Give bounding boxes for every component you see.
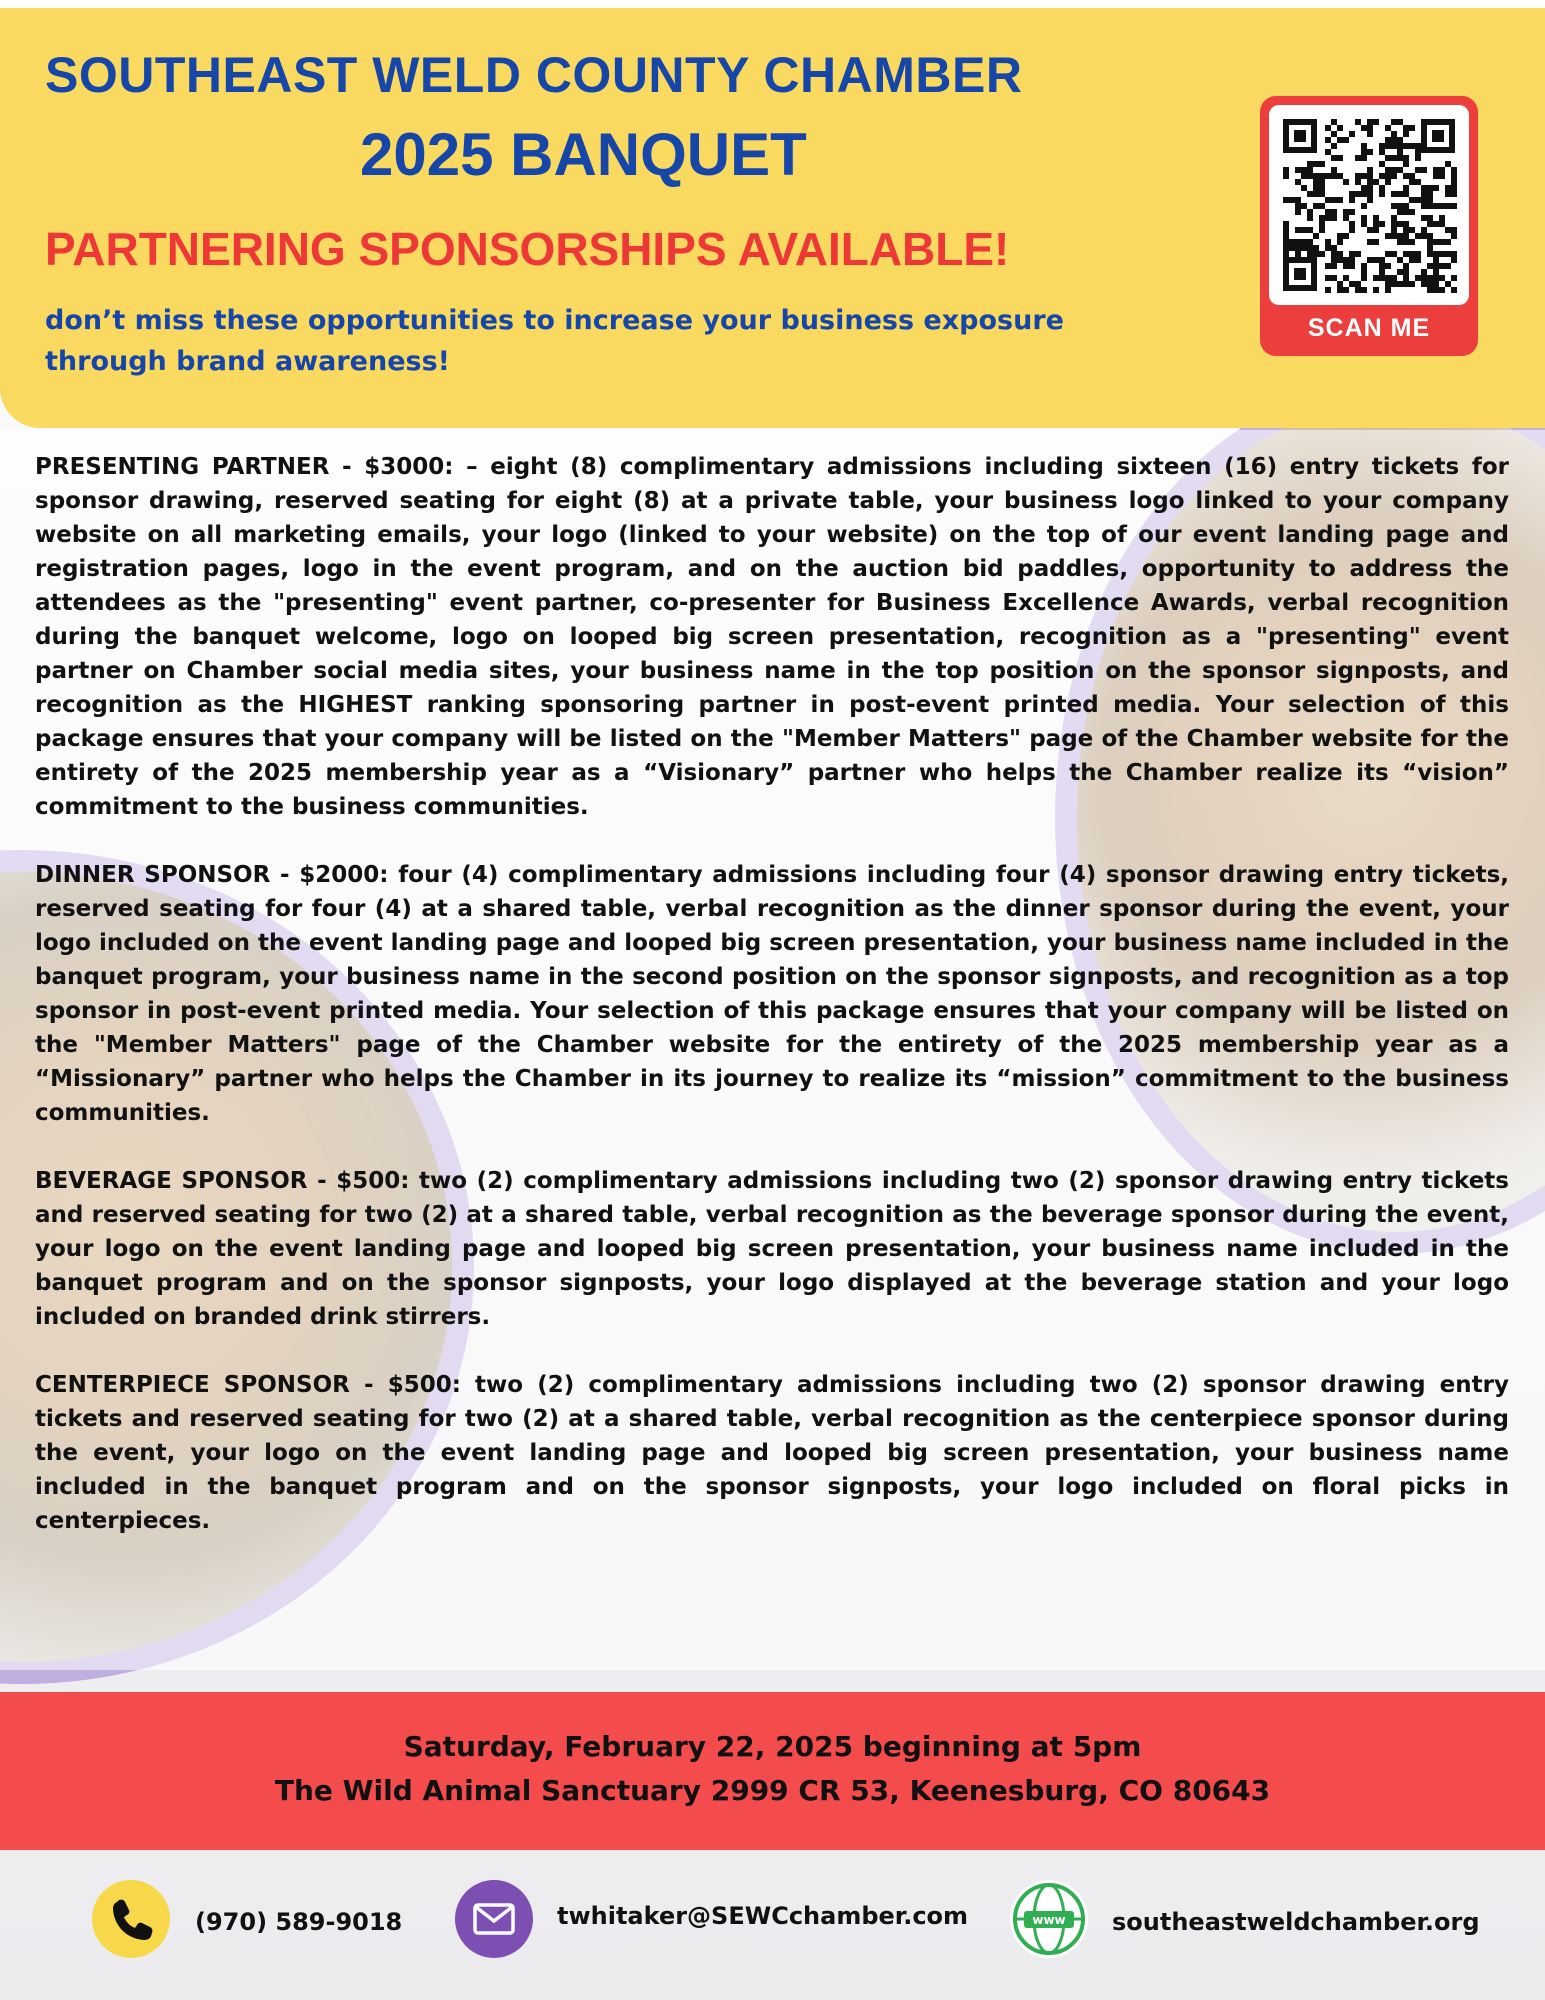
email-icon[interactable] xyxy=(455,1880,533,1958)
www-badge: www xyxy=(1032,1913,1066,1927)
phone-number[interactable]: (970) 589-9018 xyxy=(195,1908,403,1936)
sponsorship-presenting-partner xyxy=(35,450,1509,824)
event-date: Saturday, February 22, 2025 beginning at 5pm xyxy=(403,1730,1142,1763)
scan-me-label: SCAN ME xyxy=(1307,314,1431,342)
tagline: don’t miss these opportunities to increase your business exposure through brand awareness! xyxy=(45,305,1064,377)
phone-icon[interactable] xyxy=(92,1880,170,1958)
sponsorship-description: $2000: four (4) complimentary admissions including four (4) sponsor drawing entry tickets, reserved seating for four (4) at a shared table, verbal recognition as the dinner sponsor during the event, your logo included on the event landing page and looped big screen presentation, your business name included in the banquet program, your business name in the second position on the sponsor signposts, and recognition as a top sponsor in post-event printed media. Your selection of this package ensures that your company will be listed on the "Member Matters" page of the Chamber website for the entirety of the 2025 membership year as a “Missionary” partner who helps the Chamber in its journey to realize its “mission” commitment to the business communities. xyxy=(35,862,1509,1126)
chamber-title: SOUTHEAST WELD COUNTY CHAMBER xyxy=(45,47,1023,103)
sponsorship-description: $3000: – eight (8) complimentary admissions including sixteen (16) entry tickets for sponsor drawing, reserved seating for eight (8) at a private table, your business logo linked to your company website on all marketing emails, your logo (linked to your website) on the top of our event landing page and registration pages, logo in the event program, and on the auction bid paddles, opportunity to address the attendees as the "presenting" event partner, co-presenter for Business Excellence Awards, verbal recognition during the banquet welcome, logo on looped big screen presentation, recognition as a "presenting" event partner on Chamber social media sites, your business name in the top position on the sponsor signposts, and recognition as the HIGHEST ranking sponsoring partner in post-event printed media. Your selection of this package ensures that your company will be listed on the "Member Matters" page of the Chamber website for the entirety of the 2025 membership year as a “Visionary” partner who helps the Chamber realize its “vision” commitment to the business communities. xyxy=(35,454,1509,820)
sponsorship-headline: PARTNERING SPONSORSHIPS AVAILABLE! xyxy=(45,223,1010,275)
sponsorship-title: CENTERPIECE SPONSOR - xyxy=(35,1372,388,1398)
header-banner xyxy=(0,8,1545,428)
qr-code-card[interactable] xyxy=(1260,96,1478,356)
globe-icon[interactable] xyxy=(1010,1880,1088,1958)
sponsorship-description: $500: two (2) complimentary admissions including two (2) sponsor drawing entry tickets and reserved seating for two (2) at a shared table, verbal recognition as the centerpiece sponsor during the event, your logo on the event landing page and looped big screen presentation, your business name included in the banquet program and on the sponsor signposts, your logo included on floral picks in centerpieces. xyxy=(35,1372,1509,1534)
event-details-bar xyxy=(0,1692,1545,1850)
sponsorship-title: PRESENTING PARTNER - xyxy=(35,454,365,480)
banquet-title: 2025 BANQUET xyxy=(360,121,807,188)
sponsorship-beverage xyxy=(35,1164,1509,1334)
contact-footer xyxy=(0,1850,1545,2000)
sponsorship-dinner xyxy=(35,858,1509,1130)
qr-code-icon xyxy=(1269,105,1469,305)
sponsorship-title: DINNER SPONSOR - xyxy=(35,862,300,888)
email-address[interactable]: twhitaker@SEWCchamber.com xyxy=(557,1902,969,1930)
sponsorship-title: BEVERAGE SPONSOR - xyxy=(35,1168,337,1194)
website-link[interactable]: southeastweldchamber.org xyxy=(1112,1908,1480,1936)
sponsorship-centerpiece xyxy=(35,1368,1509,1538)
sponsorship-description: $500: two (2) complimentary admissions including two (2) sponsor drawing entry tickets and reserved seating for two (2) at a shared table, verbal recognition as the beverage sponsor during the event, your logo on the event landing page and looped big screen presentation, your business name included in the banquet program and on the sponsor signposts, your logo displayed at the beverage station and your logo included on branded drink stirrers. xyxy=(35,1168,1509,1330)
event-venue: The Wild Animal Sanctuary 2999 CR 53, Keenesburg, CO 80643 xyxy=(274,1774,1271,1807)
sponsorship-list xyxy=(35,450,1509,1572)
